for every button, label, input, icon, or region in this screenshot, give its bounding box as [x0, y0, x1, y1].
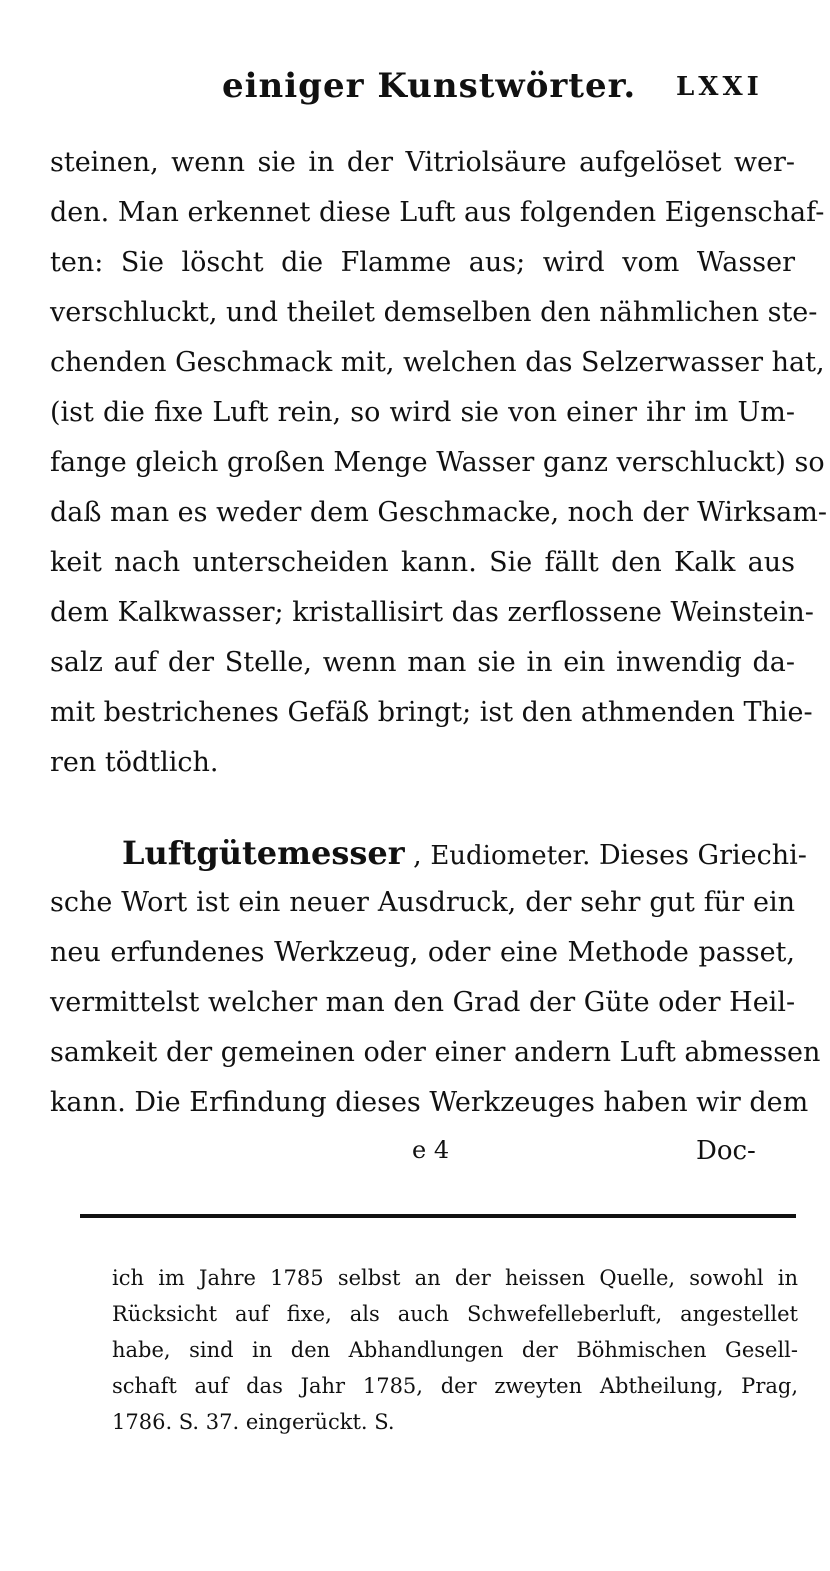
- text-line: neu erfundenes Werkzeug, oder eine Methode passet,: [50, 937, 795, 968]
- footnote-line: habe, sind in den Abhandlungen der Böhmischen Gesell-: [112, 1338, 798, 1362]
- text-line: samkeit der gemeinen oder einer andern Luft abmessen: [50, 1037, 821, 1068]
- paragraph-fixed-air: [50, 138, 827, 788]
- paragraph-eudiometer: [50, 828, 821, 1128]
- text-line: vermittelst welcher man den Grad der Güte oder Heil-: [50, 987, 796, 1018]
- entry-headword: Luftgütemesser: [122, 834, 405, 872]
- page-number: LXXI: [676, 72, 763, 102]
- text-line: mit bestrichenes Gefäß bringt; ist den athmenden Thie-: [50, 697, 813, 728]
- text-line: daß man es weder dem Geschmacke, noch der Wirksam-: [50, 497, 827, 528]
- text-line: chenden Geschmack mit, welchen das Selzerwasser hat,: [50, 347, 825, 378]
- text-line: steinen, wenn sie in der Vitriolsäure aufgelöset wer-: [50, 147, 795, 178]
- text-line: keit nach unterscheiden kann. Sie fällt den Kalk aus: [50, 547, 795, 578]
- text-line: ten: Sie löscht die Flamme aus; wird vom Wasser: [50, 247, 795, 278]
- text-line: (ist die fixe Luft rein, so wird sie von einer ihr im Um-: [50, 397, 795, 428]
- footnote-rule: [80, 1214, 796, 1218]
- footnote: [112, 1260, 798, 1440]
- catchword: Doc-: [696, 1136, 756, 1166]
- signature-mark: e 4: [412, 1136, 450, 1164]
- footnote-line: ich im Jahre 1785 selbst an der heissen Quelle, sowohl in: [112, 1266, 798, 1290]
- entry-subword: Eudiometer.: [430, 841, 591, 871]
- text-line: salz auf der Stelle, wenn man sie in ein inwendig da-: [50, 647, 795, 678]
- running-head: [0, 66, 830, 116]
- footnote-line: 1786. S. 37. eingerückt. S.: [112, 1410, 395, 1434]
- text-line: dem Kalkwasser; kristallisirt das zerflossene Weinstein-: [50, 597, 814, 628]
- text-line: ren tödtlich.: [50, 747, 219, 778]
- footnote-line: schaft auf das Jahr 1785, der zweyten Abtheilung, Prag,: [112, 1374, 798, 1398]
- page-signature: [0, 1136, 830, 1172]
- running-title: einiger Kunstwörter.: [222, 66, 637, 106]
- text-line: verschluckt, und theilet demselben den nähmlichen ste-: [50, 297, 818, 328]
- entry-first-line: Luftgütemesser , Eudiometer. Dieses Griechi-: [122, 834, 807, 872]
- text-line: fange gleich großen Menge Wasser ganz verschluckt) so: [50, 447, 825, 478]
- text-line: kann. Die Erfindung dieses Werkzeuges haben wir dem: [50, 1087, 809, 1118]
- text-line: sche Wort ist ein neuer Ausdruck, der sehr gut für ein: [50, 887, 795, 918]
- footnote-line: Rücksicht auf fixe, als auch Schwefelleberluft, angestellet: [112, 1302, 798, 1326]
- entry-first-line-text: Dieses Griechi-: [598, 840, 807, 871]
- text-line: den. Man erkennet diese Luft aus folgenden Eigenschaf-: [50, 197, 825, 228]
